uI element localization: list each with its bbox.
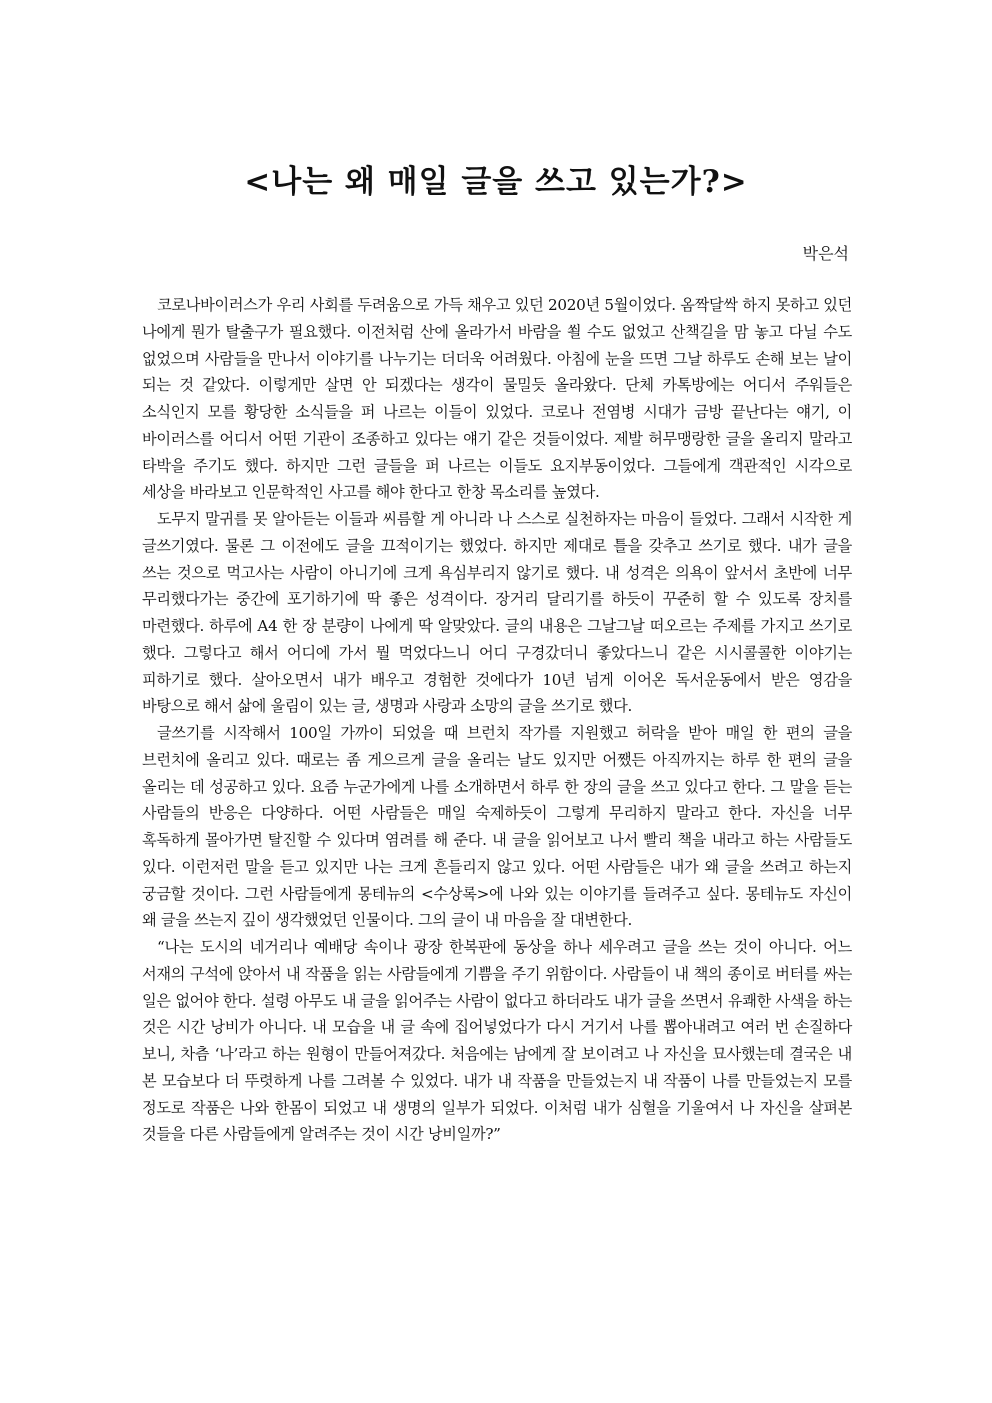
paragraph: 도무지 말귀를 못 알아듣는 이들과 씨름할 게 아니라 나 스스로 실천하자는 마음이 들었다. 그래서 시작한 게 글쓰기였다. 물론 그 이전에도 글을 끄적이기는 했었다. 하지만 제대로 틀을 갖추고 쓰기로 했다. 내가 글을 쓰는 것으로 먹고사는 사람이 아니기에 크게 욕심부리지 않기로 했다. 내 성격은 의욕이 앞서서 초반에 너무 무리했다가는 중간에 포기하기에 딱 좋은 성격이다. 장거리 달리기를 하듯이 꾸준히 할 수 있도록 장치를 마련했다. 하루에 A4 한 장 분량이 나에게 딱 알맞았다. 글의 내용은 그날그날 떠오르는 주제를 가지고 쓰기로 했다. 그렇다고 해서 어디에 가서 뭘 먹었다느니 어디 구경갔더니 좋았다느니 같은 시시콜콜한 이야기는 피하기로 했다. 살아오면서 내가 배우고 경험한 것에다가 10년 넘게 이어온 독서운동에서 받은 영감을 바탕으로 해서 삶에 울림이 있는 글, 생명과 사랑과 소망의 글을 쓰기로 했다. (142, 510, 852, 716)
page-title: <나는 왜 매일 글을 쓰고 있는가?> (244, 164, 748, 200)
author-name: 박은석 (802, 244, 849, 263)
document-body (142, 292, 852, 1148)
paragraph: 글쓰기를 시작해서 100일 가까이 되었을 때 브런치 작가를 지원했고 허락을 받아 매일 한 편의 글을 브런치에 올리고 있다. 때로는 좀 게으르게 글을 올리는 날도 있지만 어쨌든 아직까지는 하루 한 편의 글을 올리는 데 성공하고 있다. 요즘 누군가에게 나를 소개하면서 하루 한 장의 글을 쓰고 있다고 한다. 그 말을 듣는 사람들의 반응은 다양하다. 어떤 사람들은 매일 숙제하듯이 그렇게 무리하지 말라고 한다. 자신을 너무 혹독하게 몰아가면 탈진할 수 있다며 염려를 해 준다. 내 글을 읽어보고 나서 빨리 책을 내라고 하는 사람들도 있다. 이런저런 말을 듣고 있지만 나는 크게 흔들리지 않고 있다. 어떤 사람들은 내가 왜 글을 쓰려고 하는지 궁금할 것이다. 그런 사람들에게 몽테뉴의 <수상록>에 나와 있는 이야기를 들려주고 싶다. 몽테뉴도 자신이 왜 글을 쓰는지 깊이 생각했었던 인물이다. 그의 글이 내 마음을 잘 대변한다. (142, 724, 852, 930)
quote-paragraph: “나는 도시의 네거리나 예배당 속이나 광장 한복판에 동상을 하나 세우려고 글을 쓰는 것이 아니다. 어느 서재의 구석에 앉아서 내 작품을 읽는 사람들에게 기쁨을 주기 위함이다. 사람들이 내 책의 종이로 버터를 싸는 일은 없어야 한다. 설령 아무도 내 글을 읽어주는 사람이 없다고 하더라도 내가 글을 쓰면서 유쾌한 사색을 하는 것은 시간 낭비가 아니다. 내 모습을 내 글 속에 집어넣었다가 다시 거기서 나를 뽑아내려고 여러 번 손질하다 보니, 차츰 ‘나’라고 하는 원형이 만들어져갔다. 처음에는 남에게 잘 보이려고 나 자신을 묘사했는데 결국은 내 본 모습보다 더 뚜렷하게 나를 그려볼 수 있었다. 내가 내 작품을 만들었는지 내 작품이 나를 만들었는지 모를 정도로 작품은 나와 한몸이 되었고 내 생명의 일부가 되었다. 이처럼 내가 심혈을 기울여서 나 자신을 살펴본 것들을 다른 사람들에게 알려주는 것이 시간 낭비일까?” (142, 938, 852, 1144)
paragraph: 코로나바이러스가 우리 사회를 두려움으로 가득 채우고 있던 2020년 5월이었다. 옴짝달싹 하지 못하고 있던 나에게 뭔가 탈출구가 필요했다. 이전처럼 산에 올라가서 바람을 쐴 수도 없었고 산책길을 맘 놓고 다닐 수도 없었으며 사람들을 만나서 이야기를 나누기는 더더욱 어려웠다. 아침에 눈을 뜨면 그날 하루도 손해 보는 날이 되는 것 같았다. 이렇게만 살면 안 되겠다는 생각이 물밀듯 올라왔다. 단체 카톡방에는 어디서 주워들은 소식인지 모를 황당한 소식들을 퍼 나르는 이들이 있었다. 코로나 전염병 시대가 금방 끝난다는 얘기, 이 바이러스를 어디서 어떤 기관이 조종하고 있다는 얘기 같은 것들이었다. 제발 허무맹랑한 글을 올리지 말라고 타박을 주기도 했다. 하지만 그런 글들을 퍼 나르는 이들도 요지부동이었다. 그들에게 객관적인 시각으로 세상을 바라보고 인문학적인 사고를 해야 한다고 한창 목소리를 높였다. (142, 296, 852, 502)
